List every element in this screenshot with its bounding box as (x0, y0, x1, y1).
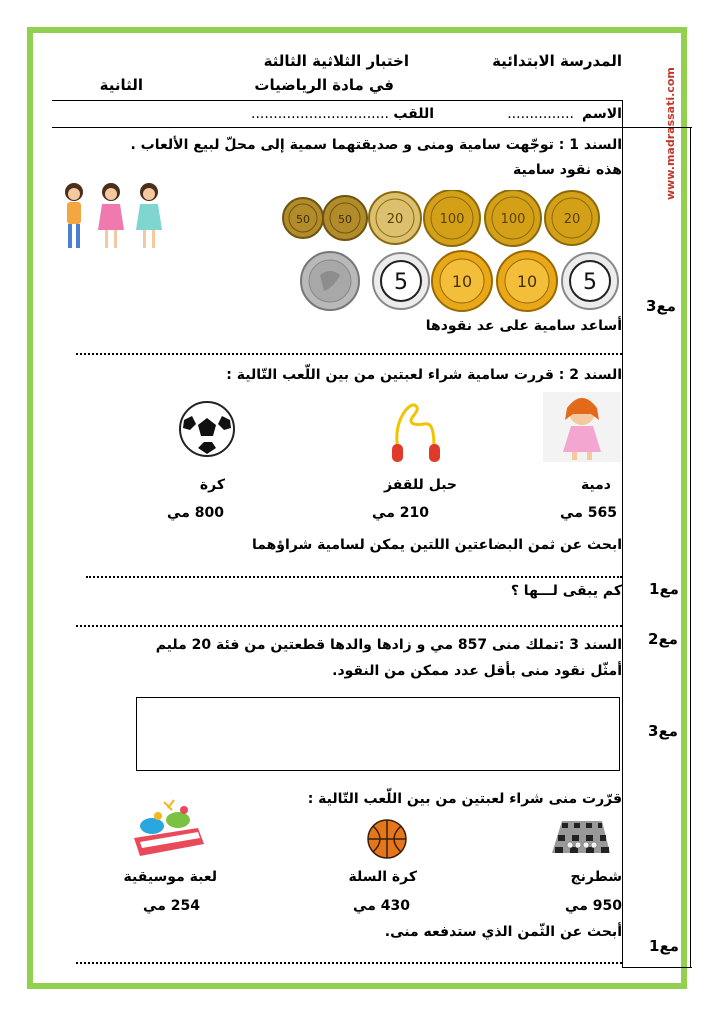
coin-value: 100 (439, 212, 465, 227)
section3-task: أبحث عن الثّمن الذي ستدفعه منى. (384, 924, 622, 940)
criterion-label: مع3 (646, 297, 676, 315)
coin (373, 253, 429, 309)
coin (485, 190, 541, 246)
section2-intro: السند 2 : قررت سامية شراء لعبتين من بين اللّعب التّالية : (226, 367, 622, 383)
coin (323, 196, 367, 240)
item-price-musical-toy: 254 مي (143, 898, 200, 914)
coin-value: 20 (386, 212, 404, 227)
item-name-musical-toy: لعبة موسيقية (123, 869, 217, 885)
answer-dots (76, 353, 622, 355)
musical-toy-image (128, 798, 208, 862)
coin-value: 20 (563, 212, 581, 227)
coin-value: 50 (296, 213, 310, 226)
coin (497, 251, 557, 311)
item-name-basketball: كرة السلة (348, 869, 417, 885)
item-name-chess: شطرنج (570, 869, 622, 885)
coin (369, 192, 421, 244)
table-bottom-line (622, 967, 692, 968)
name-label: الاسم (582, 106, 622, 122)
coin (432, 251, 492, 311)
section2-question: كم يبقى لـــها ؟ (510, 583, 622, 599)
coin (283, 198, 323, 238)
criterion-label: مع2 (648, 630, 678, 648)
three-girls-image (56, 178, 168, 252)
coin-value: 10 (451, 272, 473, 291)
svg-text:www.madrassati.com: www.madrassati.com (664, 67, 677, 200)
item-price-jump-rope: 210 مي (372, 505, 429, 521)
exam-title: اختبار الثلاثية الثالثة (263, 52, 409, 70)
coin-value: 5 (394, 270, 408, 295)
school-name: المدرسة الابتدائية (492, 52, 622, 70)
item-price-basketball: 430 مي (353, 898, 410, 914)
grade-label: الثانية (99, 76, 143, 94)
item-price-doll: 565 مي (560, 505, 617, 521)
section3-line1: السند 3 :تملك منى 857 مي و زادها والدها قطعتين من فئة 20 مليم (155, 637, 622, 653)
jump-rope-image (384, 392, 448, 466)
section3-intro: قرّرت منى شراء لعبتين من بين اللّعب التّالية : (307, 791, 622, 807)
name-dots: ............... (507, 106, 574, 122)
item-name-doll: دمية (580, 477, 611, 493)
coin-value: 10 (516, 272, 538, 291)
coin-value: 100 (500, 212, 526, 227)
coins-row-1 (282, 190, 622, 250)
answer-box[interactable] (136, 697, 620, 771)
criterion-label: مع3 (648, 722, 678, 740)
subject-title: في مادة الرياضيات (254, 76, 394, 94)
criteria-column-line-left (622, 100, 623, 968)
section3-line2: أمثّل نقود منى بأقل عدد ممكن من النقود. (332, 663, 622, 679)
coin (424, 190, 480, 246)
watermark (660, 50, 680, 200)
coin-value: 50 (338, 213, 352, 226)
section1-task: أساعد سامية على عد نقودها (425, 318, 622, 334)
item-price-chess: 950 مي (565, 898, 622, 914)
coin-value: 5 (583, 270, 597, 295)
section1-line1: السند 1 : توجّهت سامية ومنى و صديقتهما سمية إلى محلّ لبيع الألعاب . (130, 137, 622, 153)
answer-dots (86, 576, 622, 578)
criteria-column-line-right (690, 127, 691, 968)
section1-line2: هذه نقود سامية (513, 162, 622, 178)
silver-dinar-coin (301, 252, 359, 310)
soccer-ball-image (178, 400, 236, 458)
section2-task: ابحث عن ثمن البضاعتين اللتين يمكن لسامية شراؤهما (251, 537, 622, 553)
item-name-jump-rope: حبل للقفز (383, 477, 457, 493)
surname-label: اللقب (393, 106, 434, 122)
criterion-label: مع1 (649, 937, 679, 955)
basketball-image (366, 818, 408, 860)
answer-dots (76, 625, 622, 627)
chess-board-image (548, 815, 612, 857)
item-price-ball: 800 مي (167, 505, 224, 521)
surname-dots: ............................... (251, 106, 389, 122)
coin (545, 191, 599, 245)
criterion-label: مع1 (649, 580, 679, 598)
doll-image (543, 392, 621, 462)
answer-dots (76, 962, 622, 964)
table-top-line (52, 127, 692, 128)
item-name-ball: كرة (199, 477, 225, 493)
coins-row-2 (300, 248, 625, 314)
header-divider (52, 100, 622, 101)
coin (562, 253, 618, 309)
